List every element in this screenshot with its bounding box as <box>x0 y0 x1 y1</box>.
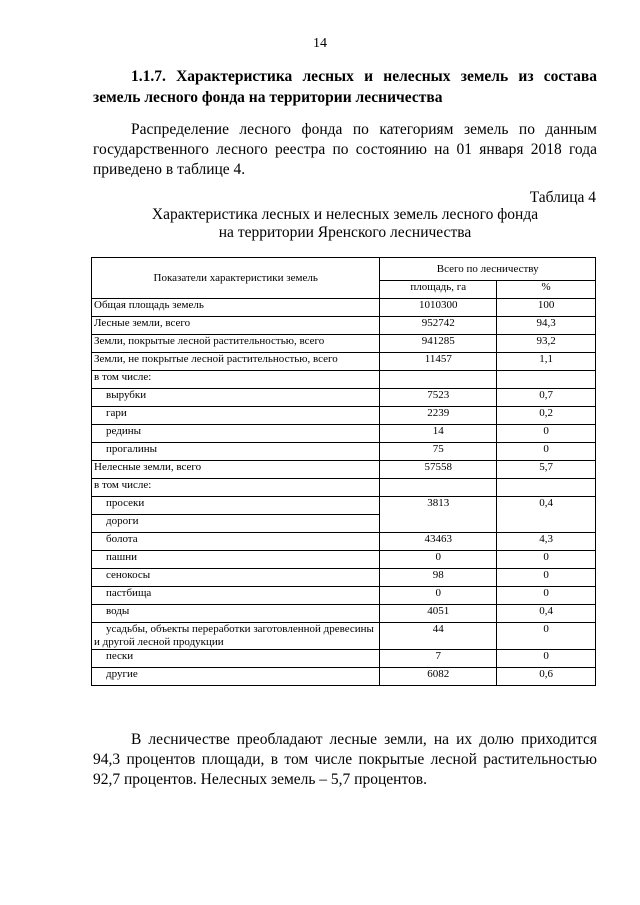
closing-paragraph: В лесничестве преобладают лесные земли, на их долю приходится 94,3 процентов площади, в том числе покрытые лесной растительностью 92,7 процентов. Нелесных земель – 5,7 процентов. <box>93 731 597 788</box>
row-pct: 0 <box>497 623 596 650</box>
row-area: 6082 <box>380 668 497 686</box>
table-row <box>92 443 596 461</box>
row-pct: 4,3 <box>497 533 596 551</box>
header-area: площадь, га <box>380 281 497 299</box>
row-area: 44 <box>380 623 497 650</box>
table-row <box>92 335 596 353</box>
table-row <box>92 497 596 515</box>
table-row <box>92 623 596 650</box>
header-total: Всего по лесничеству <box>380 258 596 281</box>
row-label: Земли, не покрытые лесной растительностью, всего <box>92 353 380 371</box>
row-pct: 0 <box>497 425 596 443</box>
row-area: 2239 <box>380 407 497 425</box>
row-pct: 94,3 <box>497 317 596 335</box>
row-pct: 0,4 <box>497 497 596 533</box>
row-area: 0 <box>380 551 497 569</box>
table-row <box>92 371 596 389</box>
row-pct <box>497 371 596 389</box>
header-indicator: Показатели характеристики земель <box>92 258 380 299</box>
intro-paragraph: Распределение лесного фонда по категориям земель по данным государственного лесного реестра по состоянию на 01 января 2018 года приведено в таблице 4. <box>93 121 597 178</box>
table-caption-line-1: Характеристика лесных и нелесных земель лесного фонда <box>151 206 539 223</box>
row-pct: 0,2 <box>497 407 596 425</box>
row-area <box>380 479 497 497</box>
table-row <box>92 533 596 551</box>
row-label: Лесные земли, всего <box>92 317 380 335</box>
row-pct: 0 <box>497 650 596 668</box>
row-pct: 0,7 <box>497 389 596 407</box>
page-number: 14 <box>313 36 327 51</box>
row-area: 1010300 <box>380 299 497 317</box>
row-label: просеки <box>92 497 380 515</box>
row-area: 57558 <box>380 461 497 479</box>
row-area: 43463 <box>380 533 497 551</box>
table-row <box>92 317 596 335</box>
table-row <box>92 425 596 443</box>
table-row <box>92 461 596 479</box>
row-area: 3813 <box>380 497 497 533</box>
row-area: 14 <box>380 425 497 443</box>
row-label: гари <box>92 407 380 425</box>
row-label: пески <box>92 650 380 668</box>
row-label: редины <box>92 425 380 443</box>
table-row <box>92 569 596 587</box>
row-pct: 0 <box>497 443 596 461</box>
row-area: 98 <box>380 569 497 587</box>
table-row <box>92 587 596 605</box>
row-pct: 0 <box>497 587 596 605</box>
row-label: сенокосы <box>92 569 380 587</box>
row-area: 952742 <box>380 317 497 335</box>
row-label: пастбища <box>92 587 380 605</box>
row-pct: 0,6 <box>497 668 596 686</box>
row-label: Нелесные земли, всего <box>92 461 380 479</box>
row-area: 7 <box>380 650 497 668</box>
table-row <box>92 551 596 569</box>
row-label: воды <box>92 605 380 623</box>
row-pct: 0 <box>497 569 596 587</box>
land-characteristics-table <box>91 257 596 686</box>
table-label: Таблица 4 <box>529 189 596 206</box>
row-pct: 1,1 <box>497 353 596 371</box>
row-pct: 100 <box>497 299 596 317</box>
row-label: болота <box>92 533 380 551</box>
header-pct: % <box>497 281 596 299</box>
row-pct: 0 <box>497 551 596 569</box>
row-label: вырубки <box>92 389 380 407</box>
row-area: 0 <box>380 587 497 605</box>
table-caption-line-2: на территории Яренского лесничества <box>218 224 472 241</box>
row-pct: 0,4 <box>497 605 596 623</box>
row-label: пашни <box>92 551 380 569</box>
row-label: Земли, покрытые лесной растительностью, всего <box>92 335 380 353</box>
table-row <box>92 407 596 425</box>
table-row <box>92 479 596 497</box>
table-row <box>92 668 596 686</box>
row-label: прогалины <box>92 443 380 461</box>
row-area: 75 <box>380 443 497 461</box>
row-label: Общая площадь земель <box>92 299 380 317</box>
row-area: 4051 <box>380 605 497 623</box>
table-row <box>92 353 596 371</box>
table-row <box>92 389 596 407</box>
row-area: 941285 <box>380 335 497 353</box>
section-heading: 1.1.7. Характеристика лесных и нелесных земель из состава земель лесного фонда на территории лесничества <box>93 68 597 106</box>
row-label: в том числе: <box>92 371 380 389</box>
table-row <box>92 299 596 317</box>
row-label: другие <box>92 668 380 686</box>
row-area: 11457 <box>380 353 497 371</box>
row-label: усадьбы, объекты переработки заготовленной древесины и другой лесной продукции <box>92 623 380 650</box>
row-label: в том числе: <box>92 479 380 497</box>
row-pct <box>497 479 596 497</box>
table-caption <box>93 206 597 242</box>
table-row <box>92 605 596 623</box>
row-area: 7523 <box>380 389 497 407</box>
row-pct: 93,2 <box>497 335 596 353</box>
row-label: дороги <box>92 515 380 533</box>
row-area <box>380 371 497 389</box>
row-pct: 5,7 <box>497 461 596 479</box>
table-row <box>92 650 596 668</box>
